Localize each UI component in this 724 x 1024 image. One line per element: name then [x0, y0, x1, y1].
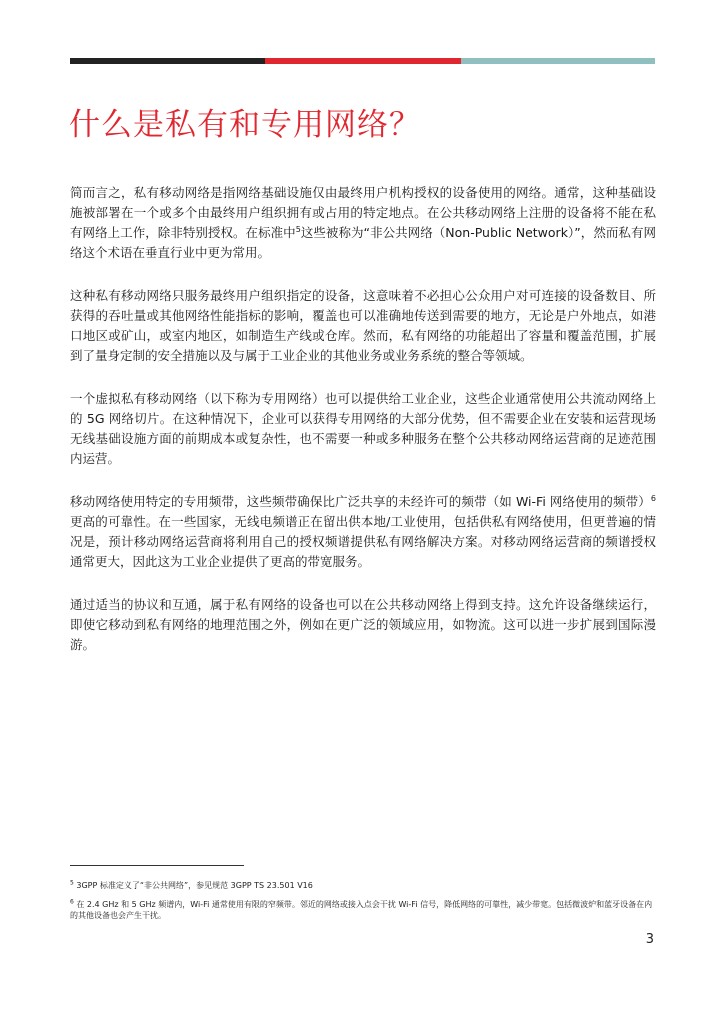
- paragraph: [70, 492, 656, 572]
- paragraph: [70, 389, 656, 469]
- paragraph-text-cont: 这些被称为“非公共网络（Non-Public Network）”，然而私有网络这个术语在垂直行业中更为常用。: [70, 225, 656, 260]
- paragraph-text: 这种私有移动网络只服务最终用户组织指定的设备，这意味着不必担心公众用户对可连接的设备数目、所获得的吞吐量或其他网络性能指标的影响，覆盖也可以准确地传送到需要的地方，无论是户外地点，如港口地区或矿山，或室内地区，如制造生产线或仓库。然而，私有网络的功能超出了容量和覆盖范围，扩展到了量身定制的安全措施以及与属于工业企业的其他业务或业务系统的整合等领域。: [70, 288, 656, 363]
- header-color-bar: [70, 58, 655, 64]
- page-title: 什么是私有和专用网络？: [69, 107, 421, 143]
- header-bar-segment-black: [70, 58, 265, 64]
- paragraph: [70, 595, 656, 655]
- footnote-ref: 6: [650, 493, 656, 503]
- paragraph-text: 移动网络使用特定的专用频带，这些频带确保比广泛共享的未经许可的频带（如 Wi-Fi 网络使用的频带）: [70, 494, 651, 509]
- page-number: 3: [645, 932, 654, 947]
- header-bar-segment-red: [265, 58, 460, 64]
- paragraph-text: 简而言之，私有移动网络是指网络基础设施仅由最终用户机构授权的设备使用的网络。通常，这种基础设施被部署在一个或多个由最终用户组织拥有或占用的特定地点。在公共移动网络上注册的设备将不能在私有网络上工作，除非特别授权。在标准中: [70, 185, 656, 240]
- footnote-separator: [70, 865, 244, 866]
- footnote-mark: 6: [70, 898, 74, 906]
- paragraph-text: 一个虚拟私有移动网络（以下称为专用网络）也可以提供给工业企业，这些企业通常使用公共流动网络上的 5G 网络切片。在这种情况下，企业可以获得专用网络的大部分优势，但不需要企业在安装和运营现场无线基础设施方面的前期成本或复杂性，也不需要一种或多种服务在整个公共移动网络运营商的足迹范围内运营。: [70, 391, 656, 466]
- paragraph-text: 通过适当的协议和互通，属于私有网络的设备也可以在公共移动网络上得到支持。这允许设备继续运行，即使它移动到私有网络的地理范围之外，例如在更广泛的领域应用，如物流。这可以进一步扩展到国际漫游。: [70, 597, 656, 652]
- paragraph: [70, 183, 656, 263]
- footnote-text: 3GPP 标准定义了“非公共网络”，参见规范 3GPP TS 23.501 V16: [73, 881, 313, 890]
- footnote: [70, 899, 656, 921]
- paragraph: [70, 286, 656, 366]
- footnote-text: 在 2.4 GHz 和 5 GHz 频谱内，Wi-Fi 通常使用有限的窄频带。邻近的网络或接入点会干扰 Wi-Fi 信号，降低网络的可靠性，减少带宽。包括微波炉和蓝牙设备在内的其他设备也会产生干扰。: [70, 900, 653, 920]
- header-bar-segment-teal: [461, 58, 655, 64]
- footnotes: [70, 880, 656, 929]
- footnote-mark: 5: [70, 879, 74, 887]
- paragraph-text-cont: 更高的可靠性。在一些国家，无线电频谱正在留出供本地/工业使用，包括供私有网络使用，但更普遍的情况是，预计移动网络运营商将利用自己的授权频谱提供私有网络解决方案。对移动网络运营商的频谱授权通常更大，因此这为工业企业提供了更高的带宽服务。: [70, 514, 656, 569]
- footnote: [70, 880, 656, 891]
- body-text: [70, 183, 656, 678]
- footnote-ref: 5: [295, 224, 301, 234]
